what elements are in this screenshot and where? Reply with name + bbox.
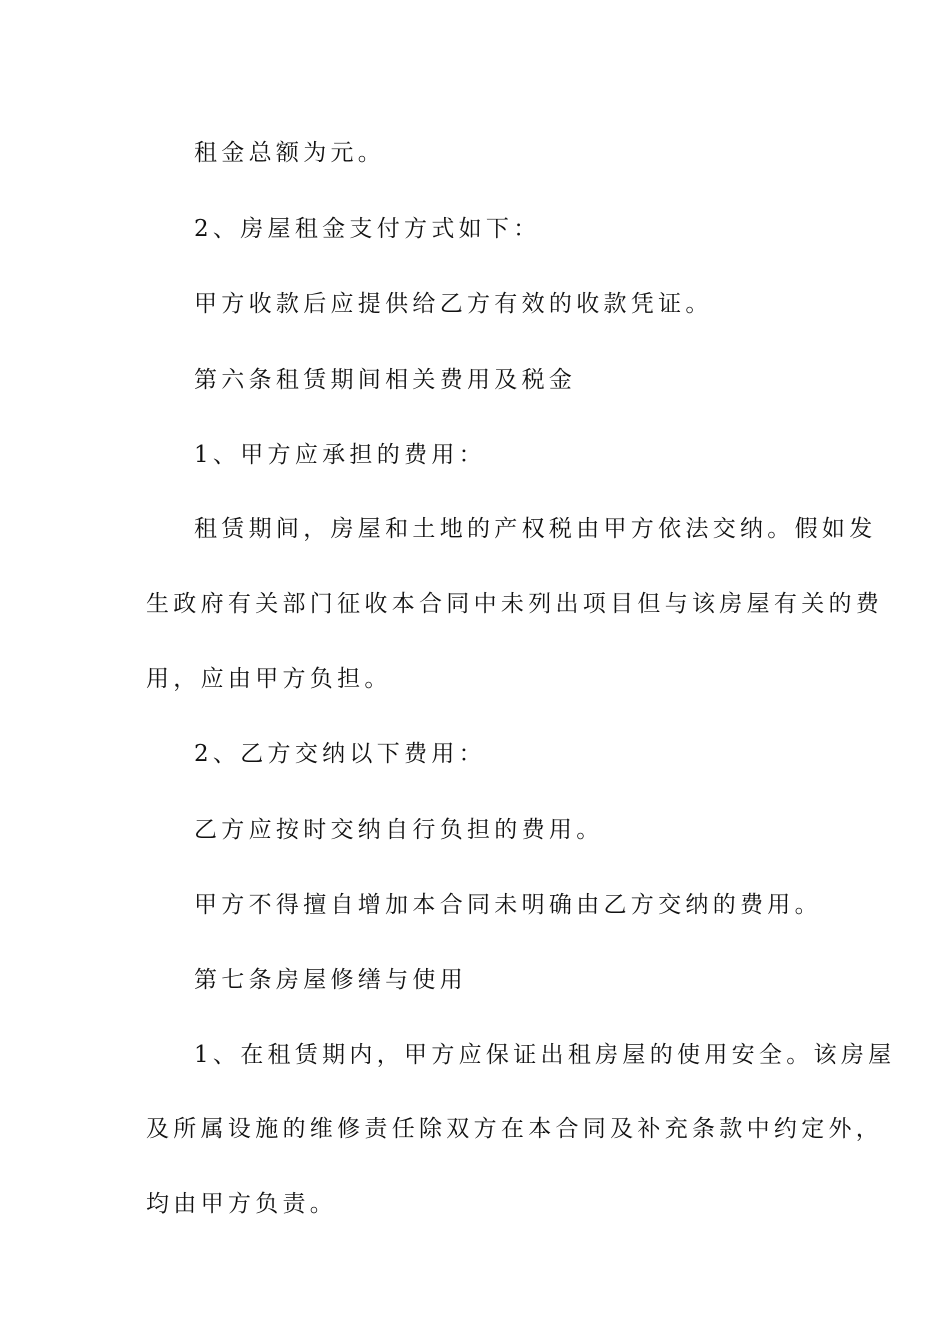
- paragraph-rent-total: 租金总额为元。: [194, 140, 386, 166]
- paragraph-tax-line-2: 生政府有关部门征收本合同中未列出项目但与该房屋有关的费: [146, 591, 884, 617]
- paragraph-rent-payment-method: 2、房屋租金支付方式如下：: [194, 216, 541, 242]
- paragraph-receipt: 甲方收款后应提供给乙方有效的收款凭证。: [194, 291, 713, 317]
- heading-article-7: 第七条房屋修缮与使用: [194, 967, 467, 993]
- paragraph-tax-line-3: 用，应由甲方负担。: [146, 666, 392, 692]
- paragraph-party-a-costs: 1、甲方应承担的费用：: [194, 442, 486, 468]
- paragraph-repair-line-3: 均由甲方负责。: [146, 1191, 338, 1217]
- paragraph-party-b-pay: 乙方应按时交纳自行负担的费用。: [194, 817, 604, 843]
- paragraph-no-extra-costs: 甲方不得擅自增加本合同未明确由乙方交纳的费用。: [194, 892, 822, 918]
- heading-article-6: 第六条租赁期间相关费用及税金: [194, 367, 577, 393]
- paragraph-party-b-costs: 2、乙方交纳以下费用：: [194, 741, 486, 767]
- paragraph-repair-line-1: 1、在租赁期内，甲方应保证出租房屋的使用安全。该房屋: [194, 1042, 896, 1068]
- paragraph-repair-line-2: 及所属设施的维修责任除双方在本合同及补充条款中约定外，: [146, 1116, 884, 1142]
- paragraph-tax-line-1: 租赁期间，房屋和土地的产权税由甲方依法交纳。假如发: [194, 516, 877, 542]
